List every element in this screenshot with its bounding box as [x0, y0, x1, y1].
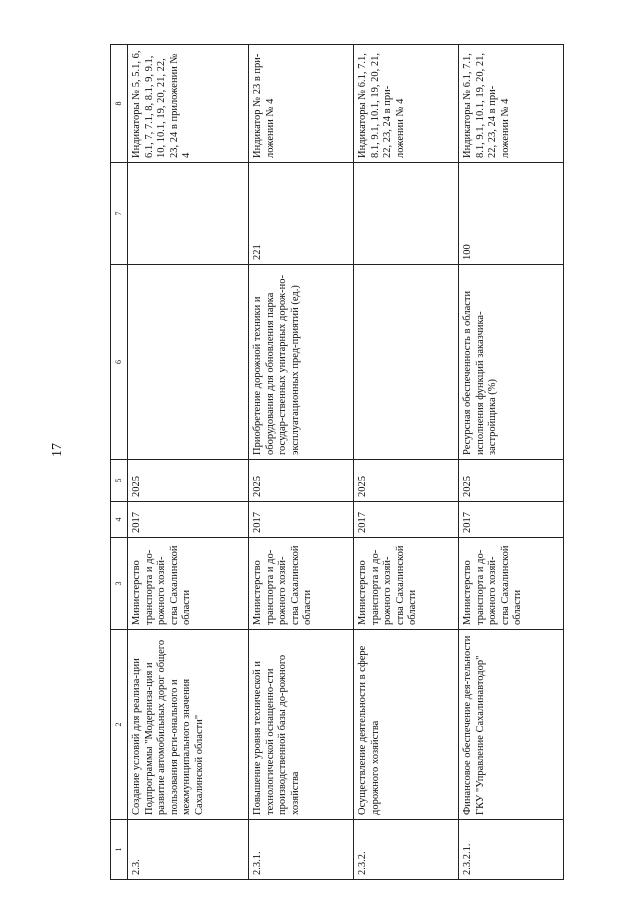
col-header: 3	[111, 538, 128, 630]
start-year: 2017	[354, 502, 459, 538]
measure-name: Финансовое обеспечение дея-тельности ГКУ "Управление Сахалинавтодор"	[459, 630, 564, 820]
row-number: 2.3.2.1.	[459, 820, 564, 880]
end-year: 2025	[249, 460, 354, 502]
measure-name: Осуществление деятельности в сфере дорожного хозяйства	[354, 630, 459, 820]
expected-result	[354, 265, 459, 460]
row-number: 2.3.1.	[249, 820, 354, 880]
expected-result: Приобретение дорожной техники и оборудования для обновления парка государ-ственных унитарных дорож-но-эксплуатационных пред-приятий (ед.)	[249, 265, 354, 460]
result-value: 221	[249, 163, 354, 265]
start-year: 2017	[249, 502, 354, 538]
end-year: 2025	[354, 460, 459, 502]
measure-name: Создание условий для реализа-ции Подпрограммы "Модерниза-ция и развитие автомобильных дорог общего пользования реги-онального и межмуниципального значения Сахалинской области"	[128, 630, 249, 820]
expected-result: Ресурсная обеспеченность в области исполнения функций заказчика-застройщика (%)	[459, 265, 564, 460]
end-year: 2025	[128, 460, 249, 502]
indicators: Индикаторы № 5, 5.1, 6, 6.1, 7, 7.1, 8, 8.1, 9, 9.1, 10, 10.1, 19, 20, 21, 22, 23, 24 в приложении № 4	[128, 45, 249, 163]
executor: Министерство транспорта и до-рожного хозяй-ства Сахалинской области	[354, 538, 459, 630]
start-year: 2017	[128, 502, 249, 538]
row-number: 2.3.2.	[354, 820, 459, 880]
header-row	[111, 45, 128, 880]
table-row	[128, 45, 249, 880]
col-header: 7	[111, 163, 128, 265]
end-year: 2025	[459, 460, 564, 502]
result-value	[128, 163, 249, 265]
col-header: 1	[111, 820, 128, 880]
col-header: 2	[111, 630, 128, 820]
table-row	[249, 45, 354, 880]
table-row	[354, 45, 459, 880]
executor: Министерство транспорта и до-рожного хозяй-ства Сахалинской области	[249, 538, 354, 630]
result-value	[354, 163, 459, 265]
measure-name: Повышение уровня технической и технологической оснащенно-сти производственной базы до-рожного хозяйства	[249, 630, 354, 820]
indicators: Индикаторы № 6.1, 7.1, 8.1, 9.1, 10.1, 19, 20, 21, 22, 23, 24 в при-ложении № 4	[459, 45, 564, 163]
row-number: 2.3.	[128, 820, 249, 880]
executor: Министерство транспорта и до-рожного хозяй-ства Сахалинской области	[459, 538, 564, 630]
indicators: Индикаторы № 6.1, 7.1, 8.1, 9.1, 10.1, 19, 20, 21, 22, 23, 24 в при-ложении № 4	[354, 45, 459, 163]
indicators: Индикатор № 23 в при-ложении № 4	[249, 45, 354, 163]
col-header: 8	[111, 45, 128, 163]
col-header: 6	[111, 265, 128, 460]
start-year: 2017	[459, 502, 564, 538]
program-measures-table	[110, 44, 564, 880]
page-number: 17	[50, 443, 65, 457]
rotated-table-container	[110, 45, 545, 880]
executor: Министерство транспорта и до-рожного хозяй-ства Сахалинской области	[128, 538, 249, 630]
col-header: 4	[111, 502, 128, 538]
expected-result	[128, 265, 249, 460]
result-value: 100	[459, 163, 564, 265]
table-row	[459, 45, 564, 880]
col-header: 5	[111, 460, 128, 502]
